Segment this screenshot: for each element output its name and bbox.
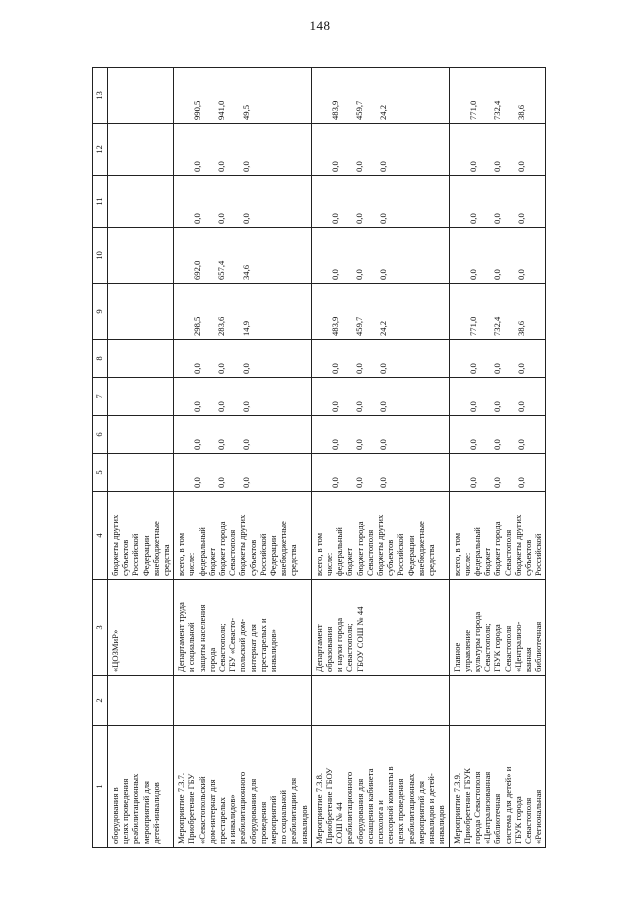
value: 0,0 <box>491 161 502 172</box>
value: 0,0 <box>515 439 526 450</box>
executor-cell-line: «ЦОЗМиР» <box>110 629 120 672</box>
measure-name-cell-line: Севастополя <box>522 797 533 844</box>
value-cell-col-10 <box>449 228 546 284</box>
value: 0,0 <box>467 363 478 374</box>
measure-name-cell-line: СОШ № 44 <box>334 802 345 844</box>
executor-cell-line: интернат для <box>247 624 258 672</box>
column-number-13: 13 <box>93 68 108 124</box>
funding-source-cell <box>311 492 449 580</box>
measure-name-cell-line: престарелых <box>217 797 228 844</box>
executor-cell-line: Департамент труда <box>176 602 187 672</box>
value-cell-col-13 <box>108 68 174 124</box>
value: 0,0 <box>329 477 340 488</box>
value: 0,0 <box>192 161 203 172</box>
value-cell-col-5 <box>108 454 174 492</box>
value-cell-col-12 <box>108 124 174 176</box>
value: 0,0 <box>192 213 203 224</box>
column-number-9: 9 <box>93 284 108 340</box>
measure-name-cell-line: Приобретение ГБУ <box>186 773 197 844</box>
value: 0,0 <box>467 477 478 488</box>
executor-cell-line: «Централизо- <box>512 621 523 672</box>
value: 34,6 <box>240 264 251 280</box>
value: 732,4 <box>491 316 502 336</box>
value: 0,0 <box>354 213 365 224</box>
funding-source-cell-line: федеральный <box>196 527 207 576</box>
measure-name-cell-line: города Севастополя <box>471 771 482 844</box>
executor-cell-line: польский дом- <box>237 618 248 672</box>
measure-name-cell <box>174 726 312 848</box>
value: 0,0 <box>329 401 340 412</box>
executor-cell-line: Севастополя; <box>482 623 493 672</box>
value-cell-col-13 <box>174 68 312 124</box>
funding-source-cell-line: Российской <box>395 533 406 576</box>
executor-cell-line: инвалидов» <box>268 629 279 672</box>
measure-name-cell-line: инвалидов и детей- <box>426 773 437 844</box>
funding-source-cell-line: федеральный <box>334 527 345 576</box>
value: 990,5 <box>192 100 203 120</box>
value: 732,4 <box>491 100 502 120</box>
table-row <box>174 68 312 848</box>
value: 38,6 <box>515 320 526 336</box>
value: 0,0 <box>378 439 389 450</box>
executor-cell-line: Департамент <box>313 624 324 672</box>
column-number-row <box>93 68 108 848</box>
funding-source-cell-line: Севастополя <box>364 529 375 576</box>
rotated-table-area <box>92 68 566 848</box>
measure-name-cell <box>108 726 174 848</box>
value: 657,4 <box>216 260 227 280</box>
rotated-table-canvas <box>92 68 566 848</box>
table-body <box>93 68 546 848</box>
funding-source-cell-line: числе: <box>461 552 472 576</box>
value: 0,0 <box>467 213 478 224</box>
measure-name-cell-line: реабилитационного <box>237 771 248 844</box>
value: 24,2 <box>378 320 389 336</box>
measure-name-cell-line: психолога и <box>375 800 386 844</box>
value: 0,0 <box>240 401 251 412</box>
funding-source-cell-line: Федерации <box>268 535 279 576</box>
column-number-2: 2 <box>93 676 108 726</box>
funding-source-cell-line: средства <box>426 544 437 576</box>
value: 0,0 <box>378 477 389 488</box>
funding-source-cell-line: Российской <box>130 533 141 576</box>
measure-name-cell-line: целях проведения <box>120 778 131 844</box>
value: 0,0 <box>240 477 251 488</box>
measure-name-cell-line: реабилитационного <box>344 771 355 844</box>
table-row <box>311 68 449 848</box>
funding-source-cell <box>108 492 174 580</box>
value: 0,0 <box>329 363 340 374</box>
value: 0,0 <box>192 363 203 374</box>
funding-source-cell-line: бюджет города <box>354 521 365 576</box>
measure-name-cell-line: оборудования для <box>247 778 258 844</box>
funding-source-cell-line: внебюджетные <box>150 521 161 576</box>
value: 0,0 <box>216 363 227 374</box>
value: 0,0 <box>329 439 340 450</box>
value: 0,0 <box>515 363 526 374</box>
measure-name-cell-line: Мероприятие 7.3.8. <box>313 772 324 844</box>
funding-source-cell-line: субъектов <box>247 539 258 576</box>
funding-source-cell-line: внебюджетные <box>415 521 426 576</box>
measure-name-cell-line: библиотечная <box>492 793 503 844</box>
funding-source-cell-line: Российской <box>257 533 268 576</box>
value: 0,0 <box>515 401 526 412</box>
value: 0,0 <box>491 401 502 412</box>
value: 0,0 <box>329 161 340 172</box>
value-cell-col-12 <box>311 124 449 176</box>
executor-cell-line: города <box>206 647 217 672</box>
executor-cell <box>449 580 546 676</box>
executor-cell-line: библиотечная <box>533 621 544 672</box>
funding-source-cell-line: средства <box>288 544 299 576</box>
value-cell-col-9 <box>174 284 312 340</box>
value: 0,0 <box>192 401 203 412</box>
column-number-1: 1 <box>93 726 108 848</box>
value: 0,0 <box>467 439 478 450</box>
budget-table <box>92 67 546 848</box>
funding-source-cell-line: Федерации <box>405 535 416 576</box>
measure-name-cell-line: по социальной <box>278 790 289 844</box>
column-2-cell <box>108 676 174 726</box>
column-2-cell <box>311 676 449 726</box>
measure-name-cell-line: дом-интернат для <box>206 779 217 844</box>
measure-name-cell-line: Приобретение ГБУК <box>461 767 472 844</box>
value: 0,0 <box>515 477 526 488</box>
executor-cell-line: Севастополя; <box>344 623 355 672</box>
executor-cell <box>108 580 174 676</box>
funding-source-cell-line: Российской <box>533 533 544 576</box>
funding-source-cell-line: федеральный <box>471 527 482 576</box>
measure-name-cell-line: «Централизованная <box>482 771 493 844</box>
executor-cell-line: Севастополя <box>502 625 513 672</box>
value: 459,7 <box>354 316 365 336</box>
value-cell-col-9 <box>311 284 449 340</box>
table-row <box>108 68 174 848</box>
value: 771,0 <box>467 316 478 336</box>
measure-name-cell-line: инвалидов <box>436 805 447 844</box>
value: 0,0 <box>240 363 251 374</box>
funding-source-cell-line: Севастополя <box>227 529 238 576</box>
value-cell-col-8 <box>449 340 546 378</box>
column-number-8: 8 <box>93 340 108 378</box>
value-cell-col-8 <box>311 340 449 378</box>
value-cell-col-7 <box>108 378 174 416</box>
column-number-5: 5 <box>93 454 108 492</box>
value: 0,0 <box>192 477 203 488</box>
measure-name-cell-line: сенсорной комнаты в <box>385 766 396 844</box>
value: 0,0 <box>216 161 227 172</box>
column-number-7: 7 <box>93 378 108 416</box>
value: 0,0 <box>491 213 502 224</box>
value-cell-col-10 <box>174 228 312 284</box>
executor-cell-line: и социальной <box>186 622 197 672</box>
measure-name-cell-line: детей-инвалидов <box>150 782 161 844</box>
value: 0,0 <box>378 401 389 412</box>
value: 0,0 <box>378 363 389 374</box>
value: 14,9 <box>240 320 251 336</box>
value-cell-col-7 <box>174 378 312 416</box>
executor-cell-line: культуры города <box>471 611 482 672</box>
funding-source-cell-line: средства <box>161 544 172 576</box>
value-cell-col-5 <box>174 454 312 492</box>
column-number-6: 6 <box>93 416 108 454</box>
value: 0,0 <box>515 213 526 224</box>
measure-name-cell-line: реабилитационных <box>405 773 416 844</box>
executor-cell-line: ванная <box>522 647 533 672</box>
measure-name-cell-line: Мероприятие 7.3.7. <box>176 772 187 844</box>
value: 0,0 <box>354 439 365 450</box>
value-cell-col-7 <box>311 378 449 416</box>
value: 38,6 <box>515 104 526 120</box>
value: 0,0 <box>329 269 340 280</box>
value: 0,0 <box>491 477 502 488</box>
value-cell-col-6 <box>449 416 546 454</box>
column-number-12: 12 <box>93 124 108 176</box>
funding-source-cell-line: всего, в том <box>451 532 462 576</box>
value: 0,0 <box>240 161 251 172</box>
value: 459,7 <box>354 100 365 120</box>
value: 0,0 <box>216 401 227 412</box>
value-cell-col-13 <box>449 68 546 124</box>
value: 0,0 <box>354 161 365 172</box>
value-cell-col-6 <box>311 416 449 454</box>
executor-cell-line: ГБУ «Севасто- <box>227 617 238 672</box>
funding-source-cell-line: числе: <box>324 552 335 576</box>
funding-source-cell-line: бюджеты других <box>110 514 120 576</box>
value: 0,0 <box>240 213 251 224</box>
executor-cell-line: ГБОУ СОШ № 44 <box>354 606 365 672</box>
value: 0,0 <box>240 439 251 450</box>
value: 0,0 <box>467 269 478 280</box>
value: 0,0 <box>354 401 365 412</box>
funding-source-cell-line: числе: <box>186 552 197 576</box>
value: 0,0 <box>216 477 227 488</box>
value: 0,0 <box>491 363 502 374</box>
funding-source-cell-line: субъектов <box>120 539 131 576</box>
column-number-3: 3 <box>93 580 108 676</box>
column-2-cell <box>449 676 546 726</box>
value: 0,0 <box>491 439 502 450</box>
value: 0,0 <box>354 477 365 488</box>
value: 483,9 <box>329 316 340 336</box>
value: 0,0 <box>329 213 340 224</box>
funding-source-cell-line: бюджет города <box>492 521 503 576</box>
measure-name-cell-line: оснащения кабинета <box>364 768 375 844</box>
measure-name-cell-line: «Региональная <box>533 789 544 844</box>
value: 0,0 <box>216 439 227 450</box>
measure-name-cell-line: ГБУК города <box>512 796 523 844</box>
column-number-10: 10 <box>93 228 108 284</box>
value: 0,0 <box>216 213 227 224</box>
measure-name-cell-line: проведения <box>257 801 268 844</box>
value: 0,0 <box>378 269 389 280</box>
funding-source-cell-line: всего, в том <box>176 532 187 576</box>
measure-name-cell <box>449 726 546 848</box>
measure-name-cell-line: Приобретение ГБОУ <box>324 767 335 844</box>
measure-name-cell-line: мероприятий <box>268 795 279 844</box>
measure-name-cell-line: оборудования для <box>354 778 365 844</box>
value: 0,0 <box>467 161 478 172</box>
measure-name-cell-line: мероприятий для <box>140 780 151 844</box>
value-cell-col-11 <box>449 176 546 228</box>
measure-name-cell-line: реабилитации для <box>288 777 299 844</box>
funding-source-cell-line: субъектов <box>522 539 533 576</box>
value-cell-col-13 <box>311 68 449 124</box>
funding-source-cell-line: всего, в том <box>313 532 324 576</box>
value: 0,0 <box>467 401 478 412</box>
measure-name-cell-line: реабилитационных <box>130 773 141 844</box>
value: 49,5 <box>240 104 251 120</box>
value-cell-col-5 <box>311 454 449 492</box>
measure-name-cell-line: система для детей» и <box>502 766 513 844</box>
value-cell-col-11 <box>174 176 312 228</box>
table-row <box>449 68 546 848</box>
page-number: 148 <box>309 18 331 33</box>
funding-source-cell-line: Федерации <box>140 535 151 576</box>
measure-name-cell <box>311 726 449 848</box>
value-cell-col-11 <box>108 176 174 228</box>
value: 298,5 <box>192 316 203 336</box>
value-cell-col-6 <box>174 416 312 454</box>
value: 0,0 <box>378 213 389 224</box>
value: 0,0 <box>515 269 526 280</box>
measure-name-cell-line: целях проведения <box>395 778 406 844</box>
value: 0,0 <box>491 269 502 280</box>
measure-name-cell-line: мероприятий для <box>415 780 426 844</box>
column-number-4: 4 <box>93 492 108 580</box>
funding-source-cell-line: бюджет <box>482 547 493 576</box>
executor-cell-line: Главное <box>451 642 462 672</box>
funding-source-cell-line: субъектов <box>385 539 396 576</box>
value: 941,0 <box>216 100 227 120</box>
value-cell-col-5 <box>449 454 546 492</box>
value: 0,0 <box>354 363 365 374</box>
measure-name-cell-line: оборудования в <box>110 787 120 844</box>
executor-cell-line: управление <box>461 629 472 672</box>
value: 0,0 <box>378 161 389 172</box>
executor-cell-line: образования <box>324 626 335 672</box>
executor-cell-line: Севастополя; <box>217 623 228 672</box>
measure-name-cell-line: и инвалидов» <box>227 794 238 844</box>
value-cell-col-8 <box>108 340 174 378</box>
funding-source-cell-line: бюджеты других <box>512 514 523 576</box>
value: 0,0 <box>192 439 203 450</box>
funding-source-cell-line: бюджеты других <box>375 514 386 576</box>
value: 692,0 <box>192 260 203 280</box>
executor-cell-line: ГБУК города <box>492 624 503 672</box>
executor-cell <box>311 580 449 676</box>
value-cell-col-8 <box>174 340 312 378</box>
value-cell-col-12 <box>174 124 312 176</box>
value: 24,2 <box>378 104 389 120</box>
value-cell-col-11 <box>311 176 449 228</box>
value-cell-col-6 <box>108 416 174 454</box>
measure-name-cell-line: «Севастопольский <box>196 776 207 844</box>
value-cell-col-9 <box>108 284 174 340</box>
measure-name-cell-line: инвалидов <box>298 805 309 844</box>
funding-source-cell-line: бюджет <box>344 547 355 576</box>
value: 0,0 <box>354 269 365 280</box>
value-cell-col-10 <box>311 228 449 284</box>
executor-cell-line: престарелых и <box>257 618 268 672</box>
funding-source-cell <box>174 492 312 580</box>
funding-source-cell-line: бюджеты других <box>237 514 248 576</box>
column-number-11: 11 <box>93 176 108 228</box>
value-cell-col-10 <box>108 228 174 284</box>
executor-cell <box>174 580 312 676</box>
value: 771,0 <box>467 100 478 120</box>
value: 483,9 <box>329 100 340 120</box>
funding-source-cell-line: внебюджетные <box>278 521 289 576</box>
funding-source-cell-line: бюджет <box>206 547 217 576</box>
executor-cell-line: защиты населения <box>196 604 207 672</box>
value-cell-col-7 <box>449 378 546 416</box>
funding-source-cell-line: бюджет города <box>217 521 228 576</box>
column-2-cell <box>174 676 312 726</box>
value-cell-col-9 <box>449 284 546 340</box>
measure-name-cell-line: Мероприятие 7.3.9. <box>451 772 462 844</box>
funding-source-cell <box>449 492 546 580</box>
executor-cell-line: и науки города <box>334 617 345 672</box>
value: 0,0 <box>515 161 526 172</box>
value-cell-col-12 <box>449 124 546 176</box>
value: 283,6 <box>216 316 227 336</box>
funding-source-cell-line: Севастополя <box>502 529 513 576</box>
